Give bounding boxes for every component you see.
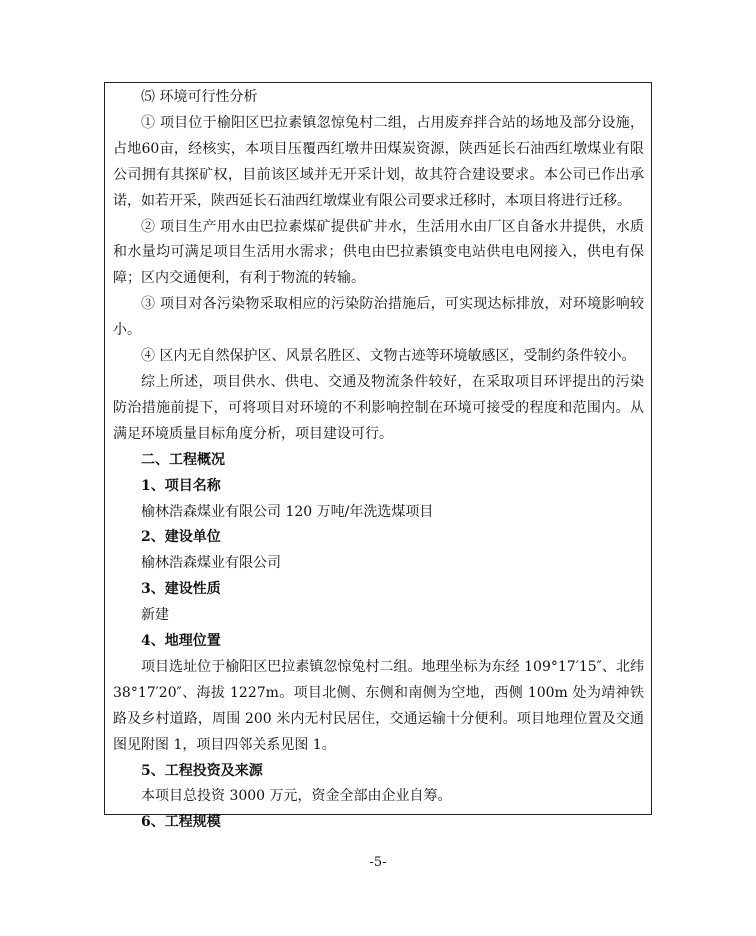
subheading-scale: 6、工程规模 (141, 814, 221, 831)
paragraph: ③ 项目对各污染物采取相应的污染防治措施后，可实现达标排放，对环境影响较小。 (113, 296, 644, 339)
paragraph: 榆林浩森煤业有限公司 120 万吨/年洗选煤项目 (141, 503, 434, 520)
subheading-construction-nature: 3、建设性质 (141, 581, 221, 598)
section-heading-env-feasibility: ⑸ 环境可行性分析 (141, 89, 258, 105)
subheading-project-name: 1、项目名称 (141, 477, 221, 494)
paragraph: ① 项目位于榆阳区巴拉素镇忽惊兔村二组，占用废弃拌合站的场地及部分设施，占地60亩，经核实，本项目压覆西红墩井田煤炭资源，陕西延长石油西红墩煤业有限公司拥有其探矿权，目前该区域并无开采计划，故其符合建设要求。本公司已作出承诺，如若开采，陕西延长石油西红墩煤业有限公司要求迁移时，本项目将进行迁移。 (113, 114, 644, 209)
subheading-investment: 5、工程投资及来源 (141, 762, 263, 779)
subheading-construction-unit: 2、建设单位 (141, 529, 221, 546)
subheading-location: 4、地理位置 (141, 633, 221, 650)
paragraph: 本项目总投资 3000 万元，资金全部由企业自筹。 (141, 788, 452, 805)
paragraph: 榆林浩森煤业有限公司 (141, 555, 281, 572)
content-table-cell (104, 82, 652, 831)
section-heading-overview: 二、工程概况 (141, 451, 225, 468)
paragraph: 项目选址位于榆阳区巴拉素镇忽惊兔村二组。地理坐标为东经 109°17′15″、北纬 38°17′20″、海拔 1227m。项目北侧、东侧和南侧为空地，西侧 100m 处为靖神铁路及乡村道路，周围 200 米内无村民居住，交通运输十分便利。项目地理位置及交通图见附图 1，项目四邻关系见图 1。 (113, 658, 644, 753)
paragraph: 新建 (141, 607, 169, 624)
page-number: -5- (369, 855, 387, 870)
paragraph: ④ 区内无自然保护区、风景名胜区、文物古迹等环境敏感区，受制约条件较小。 (141, 348, 636, 365)
paragraph: 综上所述，项目供水、供电、交通及物流条件较好，在采取项目环评提出的污染防治措施前提下，可将项目对环境的不利影响控制在环境可接受的程度和范围内。从满足环境质量目标角度分析，项目建设可行。 (113, 373, 644, 442)
paragraph: ② 项目生产用水由巴拉素煤矿提供矿井水，生活用水由厂区自备水井提供，水质和水量均可满足项目生活用水需求；供电由巴拉素镇变电站供电电网接入，供电有保障；区内交通便利，有利于物流的转输。 (113, 218, 644, 287)
